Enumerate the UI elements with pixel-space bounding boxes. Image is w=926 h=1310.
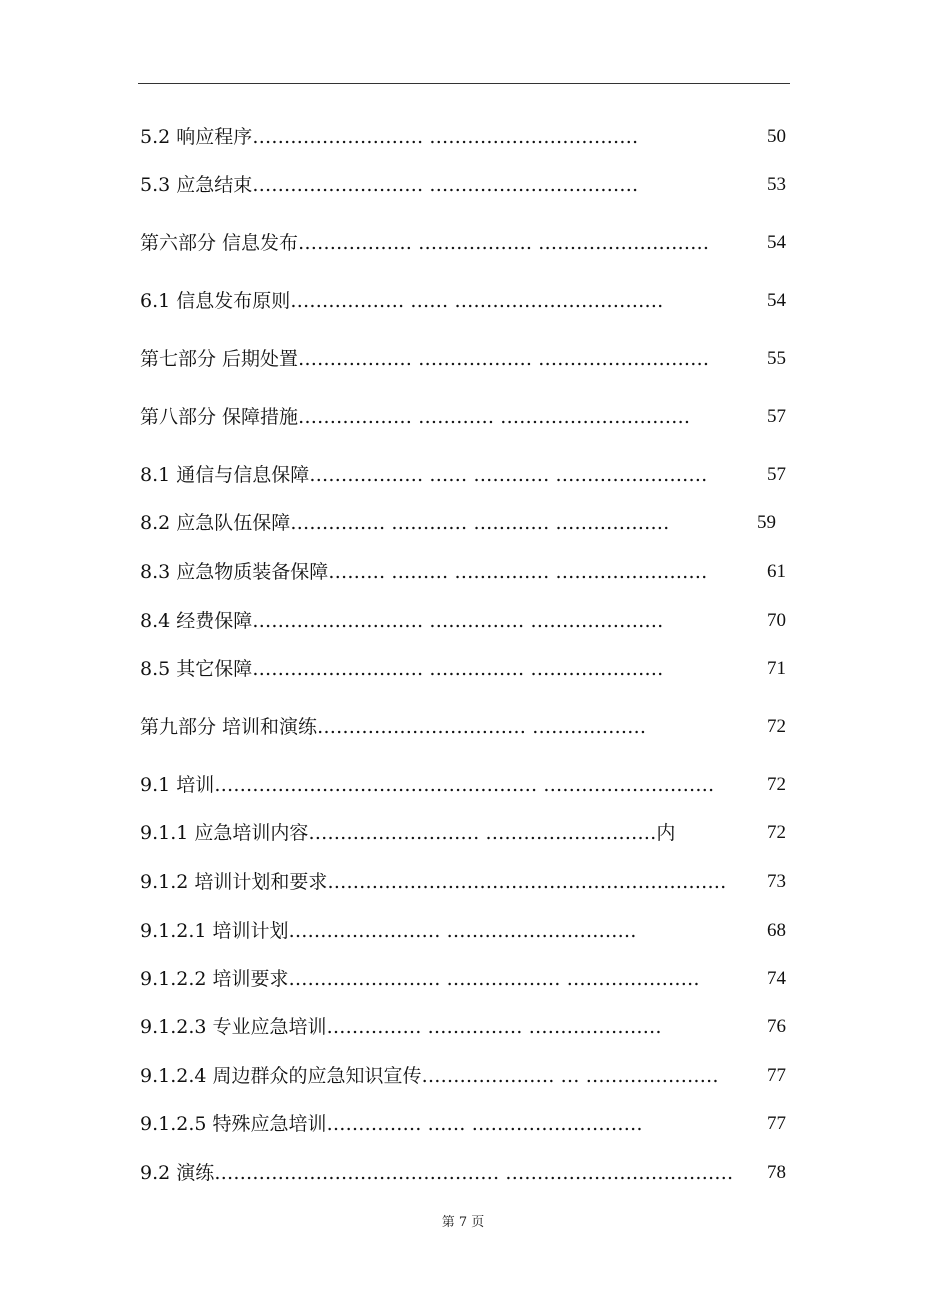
toc-entry-page: 54: [767, 290, 786, 311]
toc-entry-page: 68: [767, 920, 786, 941]
toc-entry[interactable]: [140, 122, 786, 152]
toc-entry-text: 第九部分 培训和演练…………………………… ………………: [140, 716, 647, 738]
toc-entry-page: 72: [767, 822, 786, 843]
toc-entry-page: 71: [767, 658, 786, 679]
toc-entry[interactable]: [140, 867, 786, 897]
toc-entry-text: 第八部分 保障措施……………… ………… …………………………: [140, 406, 691, 428]
toc-entry[interactable]: [140, 654, 786, 684]
toc-entry-text: 9.1.2.2 培训要求…………………… ……………… …………………: [140, 968, 700, 990]
toc-entry[interactable]: [140, 770, 786, 800]
toc-entry-text: 5.3 应急结束……………………… ……………………………: [140, 174, 639, 196]
toc-entry[interactable]: [140, 1012, 786, 1042]
page-number-label: 第 7 页: [441, 1215, 485, 1230]
toc-entry-text: 9.1.2.4 周边群众的应急知识宣传………………… … …………………: [140, 1065, 719, 1087]
toc-entry-page: 50: [767, 126, 786, 147]
toc-entry[interactable]: [140, 606, 786, 636]
toc-entry[interactable]: [140, 402, 786, 432]
toc-entry-page: 70: [767, 610, 786, 631]
toc-entry-text: 9.1.2 培训计划和要求………………………………………………………: [140, 871, 727, 893]
toc-entry[interactable]: [140, 1109, 786, 1139]
toc-entry[interactable]: [140, 916, 786, 946]
toc-entry-page: 53: [767, 174, 786, 195]
toc-entry[interactable]: [140, 1158, 786, 1188]
toc-entry-page: 72: [767, 774, 786, 795]
toc-entry-text: 9.1.2.5 特殊应急培训…………… …… ………………………: [140, 1113, 643, 1135]
toc-entry-text: 6.1 信息发布原则……………… …… ……………………………: [140, 290, 664, 312]
toc-entry-page: 77: [767, 1113, 786, 1134]
toc-entry-page: 57: [767, 406, 786, 427]
toc-entry-text: 8.5 其它保障……………………… …………… …………………: [140, 658, 664, 680]
toc-entry-text: 第七部分 后期处置……………… ……………… ………………………: [140, 348, 710, 370]
toc-entry[interactable]: [140, 170, 786, 200]
toc-entry-page: 73: [767, 871, 786, 892]
toc-entry-text: 9.1.1 应急培训内容……………………… ………………………内: [140, 822, 676, 844]
toc-entry[interactable]: [140, 508, 786, 538]
toc-entry[interactable]: [140, 1061, 786, 1091]
toc-entry-page: 72: [767, 716, 786, 737]
toc-entry-page: 55: [767, 348, 786, 369]
toc-entry[interactable]: [140, 344, 786, 374]
toc-entry-text: 8.1 通信与信息保障……………… …… ………… ……………………: [140, 464, 708, 486]
toc-entry-text: 8.2 应急队伍保障…………… ………… ………… ………………: [140, 512, 670, 534]
toc-entry-text: 9.1.2.1 培训计划…………………… …………………………: [140, 920, 637, 942]
toc-entry-text: 9.1 培训…………………………………………… ………………………: [140, 774, 715, 796]
toc-entry-text: 9.2 演练……………………………………… ………………………………: [140, 1162, 734, 1184]
toc-entry-page: 54: [767, 232, 786, 253]
toc-entry-page: 77: [767, 1065, 786, 1086]
toc-entry[interactable]: [140, 460, 786, 490]
page-footer: [0, 1213, 926, 1233]
toc-entry[interactable]: [140, 964, 786, 994]
toc-entry-text: 8.4 经费保障……………………… …………… …………………: [140, 610, 664, 632]
toc-entry[interactable]: [140, 228, 786, 258]
toc-entry-page: 59: [757, 512, 776, 533]
toc-entry-page: 61: [767, 561, 786, 582]
toc-entry-text: 9.1.2.3 专业应急培训…………… …………… …………………: [140, 1016, 662, 1038]
toc-entry[interactable]: [140, 712, 786, 742]
toc-entry-page: 74: [767, 968, 786, 989]
toc-entry[interactable]: [140, 286, 786, 316]
toc-entry-text: 5.2 响应程序……………………… ……………………………: [140, 126, 639, 148]
toc-entry-page: 78: [767, 1162, 786, 1183]
toc-entry[interactable]: [140, 818, 786, 848]
toc-entry-text: 第六部分 信息发布……………… ……………… ………………………: [140, 232, 710, 254]
toc-entry-page: 76: [767, 1016, 786, 1037]
toc-entry-page: 57: [767, 464, 786, 485]
toc-entry-text: 8.3 应急物质装备保障……… ……… …………… ……………………: [140, 561, 708, 583]
toc-entry[interactable]: [140, 557, 786, 587]
